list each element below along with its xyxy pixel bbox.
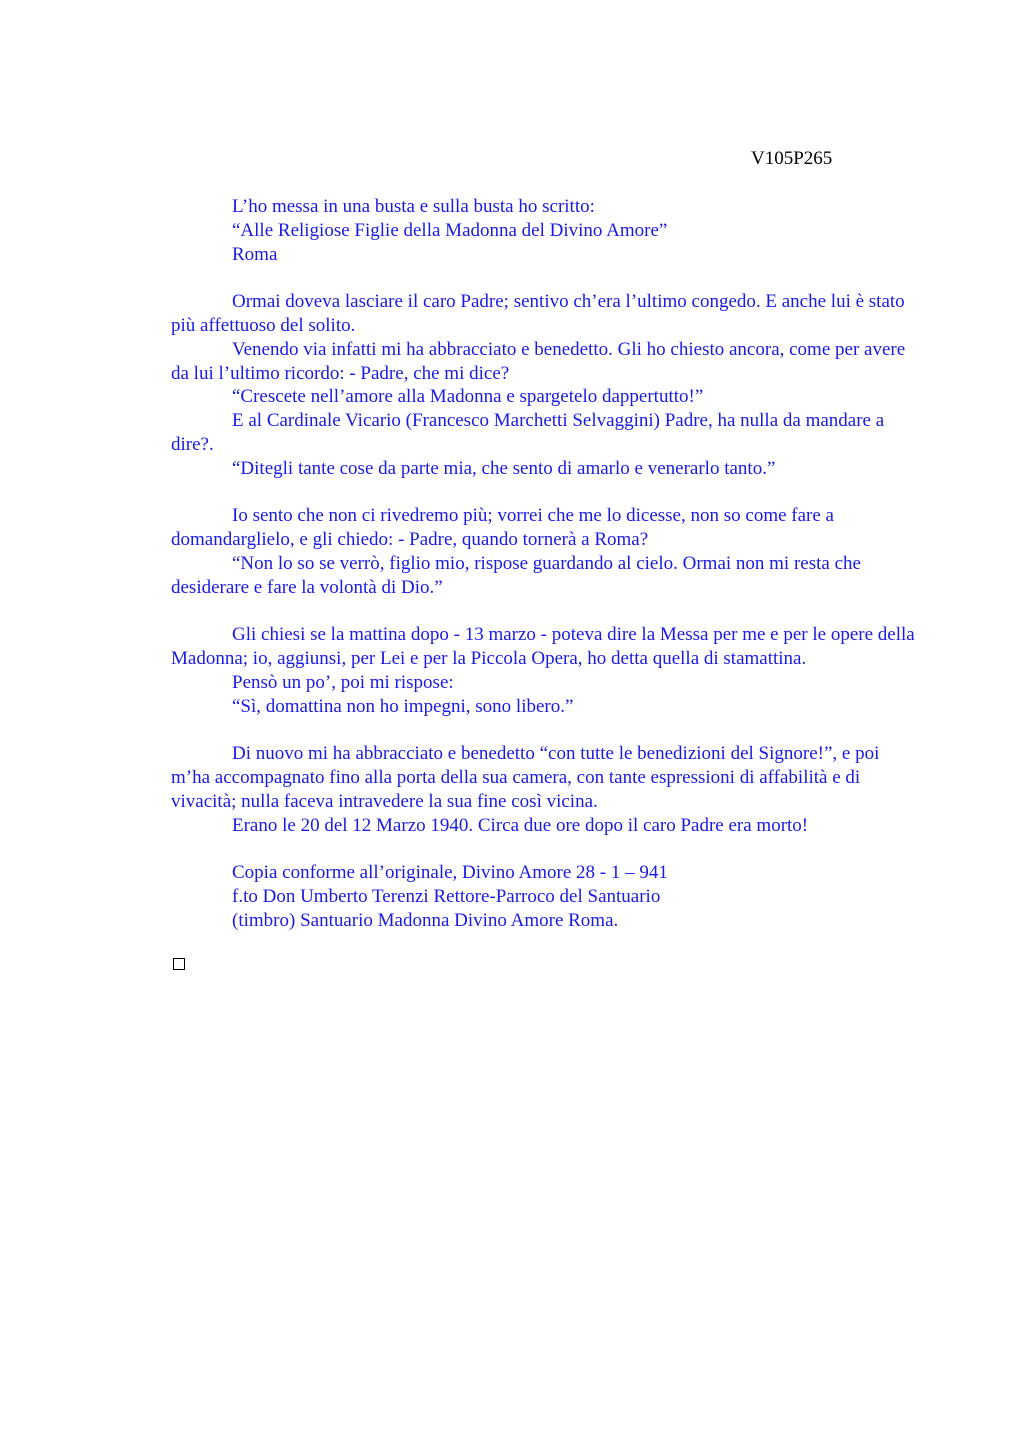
- page-reference-code: V105P265: [751, 148, 833, 169]
- paragraph: Erano le 20 del 12 Marzo 1940. Circa due ore dopo il caro Padre era morto!: [232, 814, 809, 836]
- paragraph: “Ditegli tante cose da parte mia, che sento di amarlo e venerarlo tanto.”: [232, 457, 776, 479]
- paragraph: Io sento che non ci rivedremo più; vorrei che me lo dicesse, non so come fare a domandarglielo, e gli chiedo: - Padre, quando tornerà a Roma?: [171, 505, 834, 551]
- square-box-icon: [173, 958, 185, 970]
- stamp-line: (timbro) Santuario Madonna Divino Amore Roma.: [232, 909, 619, 931]
- paragraph: Roma: [232, 243, 278, 265]
- paragraph: L’ho messa in una busta e sulla busta ho scritto:: [232, 196, 595, 217]
- paragraph: “Alle Religiose Figlie della Madonna del Divino Amore”: [232, 219, 668, 241]
- paragraph: Ormai doveva lasciare il caro Padre; sentivo ch’era l’ultimo congedo. E anche lui è stato più affettuoso del solito.: [171, 291, 905, 336]
- paragraph-gap: [171, 600, 923, 624]
- paragraph-gap: [171, 266, 923, 290]
- certification-line: Copia conforme all’originale, Divino Amore 28 - 1 – 941: [232, 862, 668, 884]
- paragraph: Venendo via infatti mi ha abbracciato e benedetto. Gli ho chiesto ancora, come per avere da lui l’ultimo ricordo: - Padre, che mi dice?: [171, 338, 906, 384]
- paragraph-gap: [171, 719, 923, 743]
- paragraph: Di nuovo mi ha abbracciato e benedetto “con tutte le benedizioni del Signore!”, e poi m’ha accompagnato fino alla porta della sua camera, con tante espressioni di affabilità e di vivacità; nulla faceva intravedere la sua fine così vicina.: [171, 743, 880, 812]
- paragraph: “Non lo so se verrò, figlio mio, rispose guardando al cielo. Ormai non mi resta che desiderare e fare la volontà di Dio.”: [171, 552, 861, 598]
- paragraph: “Crescete nell’amore alla Madonna e spargetelo dappertutto!”: [232, 386, 704, 408]
- paragraph: Gli chiesi se la mattina dopo - 13 marzo - poteva dire la Messa per me e per le opere della Madonna; io, aggiunsi, per Lei e per la Piccola Opera, ho detta quella di stamattina.: [171, 624, 915, 670]
- paragraph: E al Cardinale Vicario (Francesco Marchetti Selvaggini) Padre, ha nulla da mandare a dire?.: [171, 410, 885, 455]
- signature-line: f.to Don Umberto Terenzi Rettore-Parroco del Santuario: [232, 886, 661, 908]
- paragraph: “Sì, domattina non ho impegni, sono libero.”: [232, 695, 574, 717]
- paragraph-gap: [171, 481, 923, 505]
- paragraph: Pensò un po’, poi mi rispose:: [232, 671, 454, 693]
- document-body: [171, 195, 923, 933]
- paragraph-gap: [171, 838, 923, 862]
